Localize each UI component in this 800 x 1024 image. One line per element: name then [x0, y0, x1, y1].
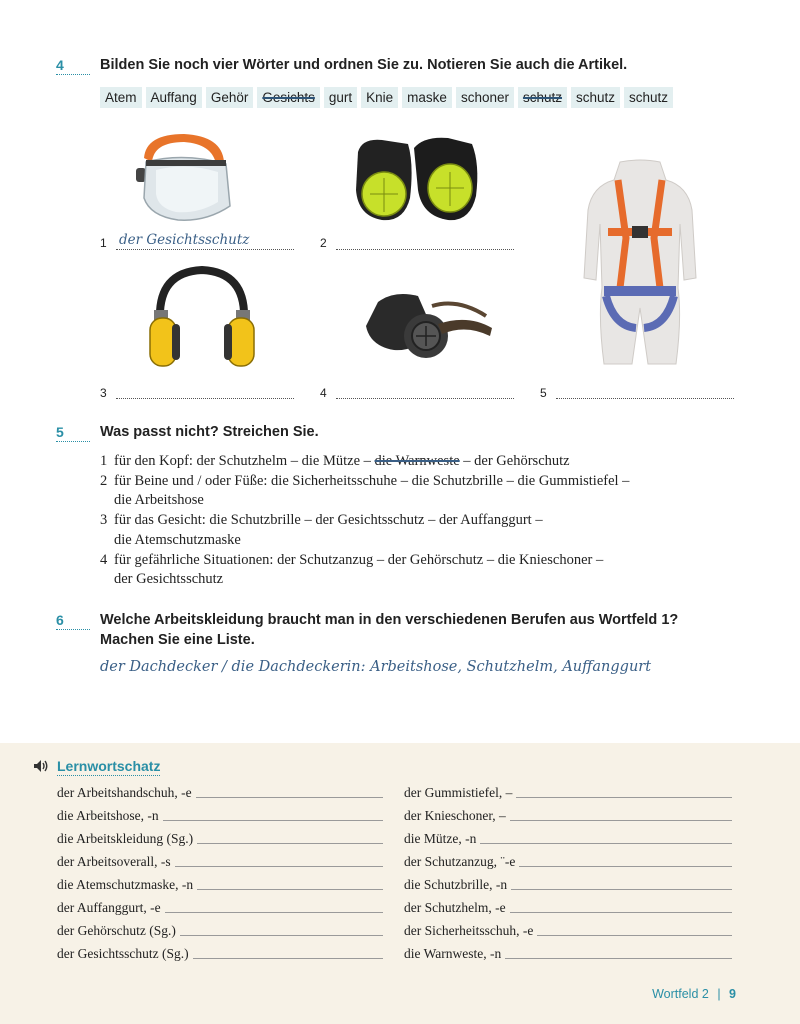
item-number: 3	[100, 386, 107, 400]
vocab-answer-line[interactable]	[511, 889, 732, 890]
vocab-row	[404, 831, 732, 847]
word-chip[interactable]: schutz	[624, 87, 673, 108]
vocab-answer-line[interactable]	[197, 889, 383, 890]
vocab-term: die Arbeitskleidung (Sg.)	[57, 831, 194, 846]
exercise-6-instruction-line2: Machen Sie eine Liste.	[100, 632, 255, 648]
vocab-term: die Atemschutzmaske, -n	[57, 877, 194, 892]
vocab-term: die Arbeitshose, -n	[57, 808, 159, 823]
exercise-5-instruction: Was passt nicht? Streichen Sie.	[100, 424, 319, 440]
vocab-answer-line[interactable]	[519, 866, 732, 867]
vocab-term: der Gummistiefel, –	[404, 785, 513, 800]
vocab-answer-line[interactable]	[510, 820, 732, 821]
vocab-term: der Schutzhelm, -e	[404, 900, 506, 915]
list-item	[100, 472, 629, 492]
answer-line[interactable]	[336, 398, 514, 399]
word-chip[interactable]: schoner	[456, 87, 514, 108]
answer-line[interactable]	[116, 249, 294, 250]
vocab-row	[57, 923, 383, 939]
vocab-term: der Knieschoner, –	[404, 808, 506, 823]
vocab-term: der Schutzanzug, ¨-e	[404, 854, 516, 869]
list-item	[100, 452, 629, 472]
vocab-row	[404, 785, 732, 801]
vocab-answer-line[interactable]	[165, 912, 383, 913]
vocab-answer-line[interactable]	[516, 797, 732, 798]
vocab-row	[57, 854, 383, 870]
item-number: 4	[100, 551, 108, 568]
answer-line[interactable]	[116, 398, 294, 399]
vocab-term: der Arbeitsoverall, -s	[57, 854, 171, 869]
speaker-icon[interactable]	[33, 759, 49, 773]
vocab-row	[57, 808, 383, 824]
vocab-row	[57, 900, 383, 916]
safety-harness-icon	[580, 158, 700, 366]
list-item-text[interactable]: der Gesichtsschutz	[114, 571, 224, 588]
list-item	[100, 570, 629, 590]
exercise-number-4: 4	[56, 57, 90, 75]
word-chip-struck[interactable]: schutz	[518, 87, 567, 108]
list-item-text[interactable]: für gefährliche Situationen: der Schutzanzug – der Gehörschutz – die Knieschoner –	[114, 551, 604, 568]
list-item	[100, 511, 629, 531]
vocab-term: die Schutzbrille, -n	[404, 877, 508, 892]
item-number: 1	[100, 236, 107, 250]
page-number: 9	[729, 987, 736, 1001]
vocab-term: der Arbeitshandschuh, -e	[57, 785, 192, 800]
vocab-row	[404, 854, 732, 870]
vocab-answer-line[interactable]	[480, 843, 732, 844]
exercise-number-6: 6	[56, 612, 90, 630]
list-item-text: – der Gehörschutz	[459, 453, 570, 469]
vocab-answer-line[interactable]	[510, 912, 732, 913]
answer-line[interactable]	[556, 398, 734, 399]
face-shield-icon	[126, 128, 238, 224]
word-bank	[100, 87, 673, 108]
item-number: 1	[100, 453, 108, 469]
vocab-row	[57, 946, 383, 962]
list-item-text[interactable]: für Beine und / oder Füße: die Sicherheitsschuhe – die Schutzbrille – die Gummistiefel –	[114, 472, 630, 489]
vocab-answer-line[interactable]	[180, 935, 383, 936]
vocab-answer-line[interactable]	[505, 958, 732, 959]
ear-muffs-icon	[146, 266, 258, 370]
footer-section: Wortfeld 2	[652, 987, 709, 1001]
vocab-row	[57, 877, 383, 893]
word-chip[interactable]: Atem	[100, 87, 142, 108]
answer-line[interactable]	[336, 249, 514, 250]
item-number: 4	[320, 386, 327, 400]
vocab-term: die Mütze, -n	[404, 831, 477, 846]
vocab-answer-line[interactable]	[193, 958, 383, 959]
word-chip[interactable]: Knie	[361, 87, 398, 108]
vocab-row	[404, 877, 732, 893]
list-item	[100, 491, 629, 511]
vocab-row	[404, 946, 732, 962]
vocab-answer-line[interactable]	[175, 866, 383, 867]
exercise-4-instruction: Bilden Sie noch vier Wörter und ordnen Sie zu. Notieren Sie auch die Artikel.	[100, 57, 628, 73]
answer-1-handwriting: der Gesichtsschutz	[119, 232, 250, 248]
item-number: 3	[100, 512, 108, 529]
vocab-term: der Auffanggurt, -e	[57, 900, 161, 915]
vocab-row	[404, 808, 732, 824]
vocab-row	[404, 900, 732, 916]
item-number: 2	[320, 236, 327, 250]
vocabulary-title: Lernwortschatz	[57, 758, 161, 774]
vocab-row	[57, 785, 383, 801]
word-chip[interactable]: Auffang	[146, 87, 202, 108]
struck-answer[interactable]: die Warnweste	[374, 453, 460, 469]
word-chip[interactable]: gurt	[324, 87, 357, 108]
vocab-term: der Sicherheitsschuh, -e	[404, 923, 534, 938]
list-item	[100, 531, 629, 551]
word-chip[interactable]: Gehör	[206, 87, 254, 108]
exercise-5-list	[100, 452, 629, 590]
vocab-answer-line[interactable]	[197, 843, 383, 844]
exercise-6-instruction-line1: Welche Arbeitskleidung braucht man in den verschiedenen Berufen aus Wortfeld 1?	[100, 612, 679, 628]
word-chip[interactable]: maske	[402, 87, 452, 108]
word-chip-struck[interactable]: Gesichts	[257, 87, 320, 108]
vocab-answer-line[interactable]	[537, 935, 732, 936]
page-footer	[652, 987, 736, 1001]
vocab-row	[57, 831, 383, 847]
vocab-term: der Gehörschutz (Sg.)	[57, 923, 176, 938]
list-item-text[interactable]: für das Gesicht: die Schutzbrille – der Gesichtsschutz – der Auffanggurt –	[114, 512, 543, 529]
vocab-row	[404, 923, 732, 939]
vocab-answer-line[interactable]	[163, 820, 383, 821]
exercise-number-5: 5	[56, 424, 90, 442]
list-item-text: für den Kopf: der Schutzhelm – die Mütze –	[114, 453, 375, 469]
vocab-term: die Warnweste, -n	[404, 946, 502, 961]
knee-pads-icon	[352, 134, 482, 226]
vocab-term: der Gesichtsschutz (Sg.)	[57, 946, 189, 961]
item-number: 5	[540, 386, 547, 400]
vocab-answer-line[interactable]	[196, 797, 383, 798]
exercise-6-handwritten-answer: der Dachdecker / die Dachdeckerin: Arbeitshose, Schutzhelm, Auffanggurt	[100, 659, 652, 675]
footer-separator: |	[717, 987, 721, 1001]
list-item-text[interactable]: die Arbeitshose	[114, 492, 204, 509]
list-item-text[interactable]: die Atemschutzmaske	[114, 531, 241, 548]
list-item	[100, 551, 629, 571]
item-number: 2	[100, 472, 108, 489]
respirator-mask-icon	[358, 288, 496, 364]
word-chip[interactable]: schutz	[571, 87, 620, 108]
